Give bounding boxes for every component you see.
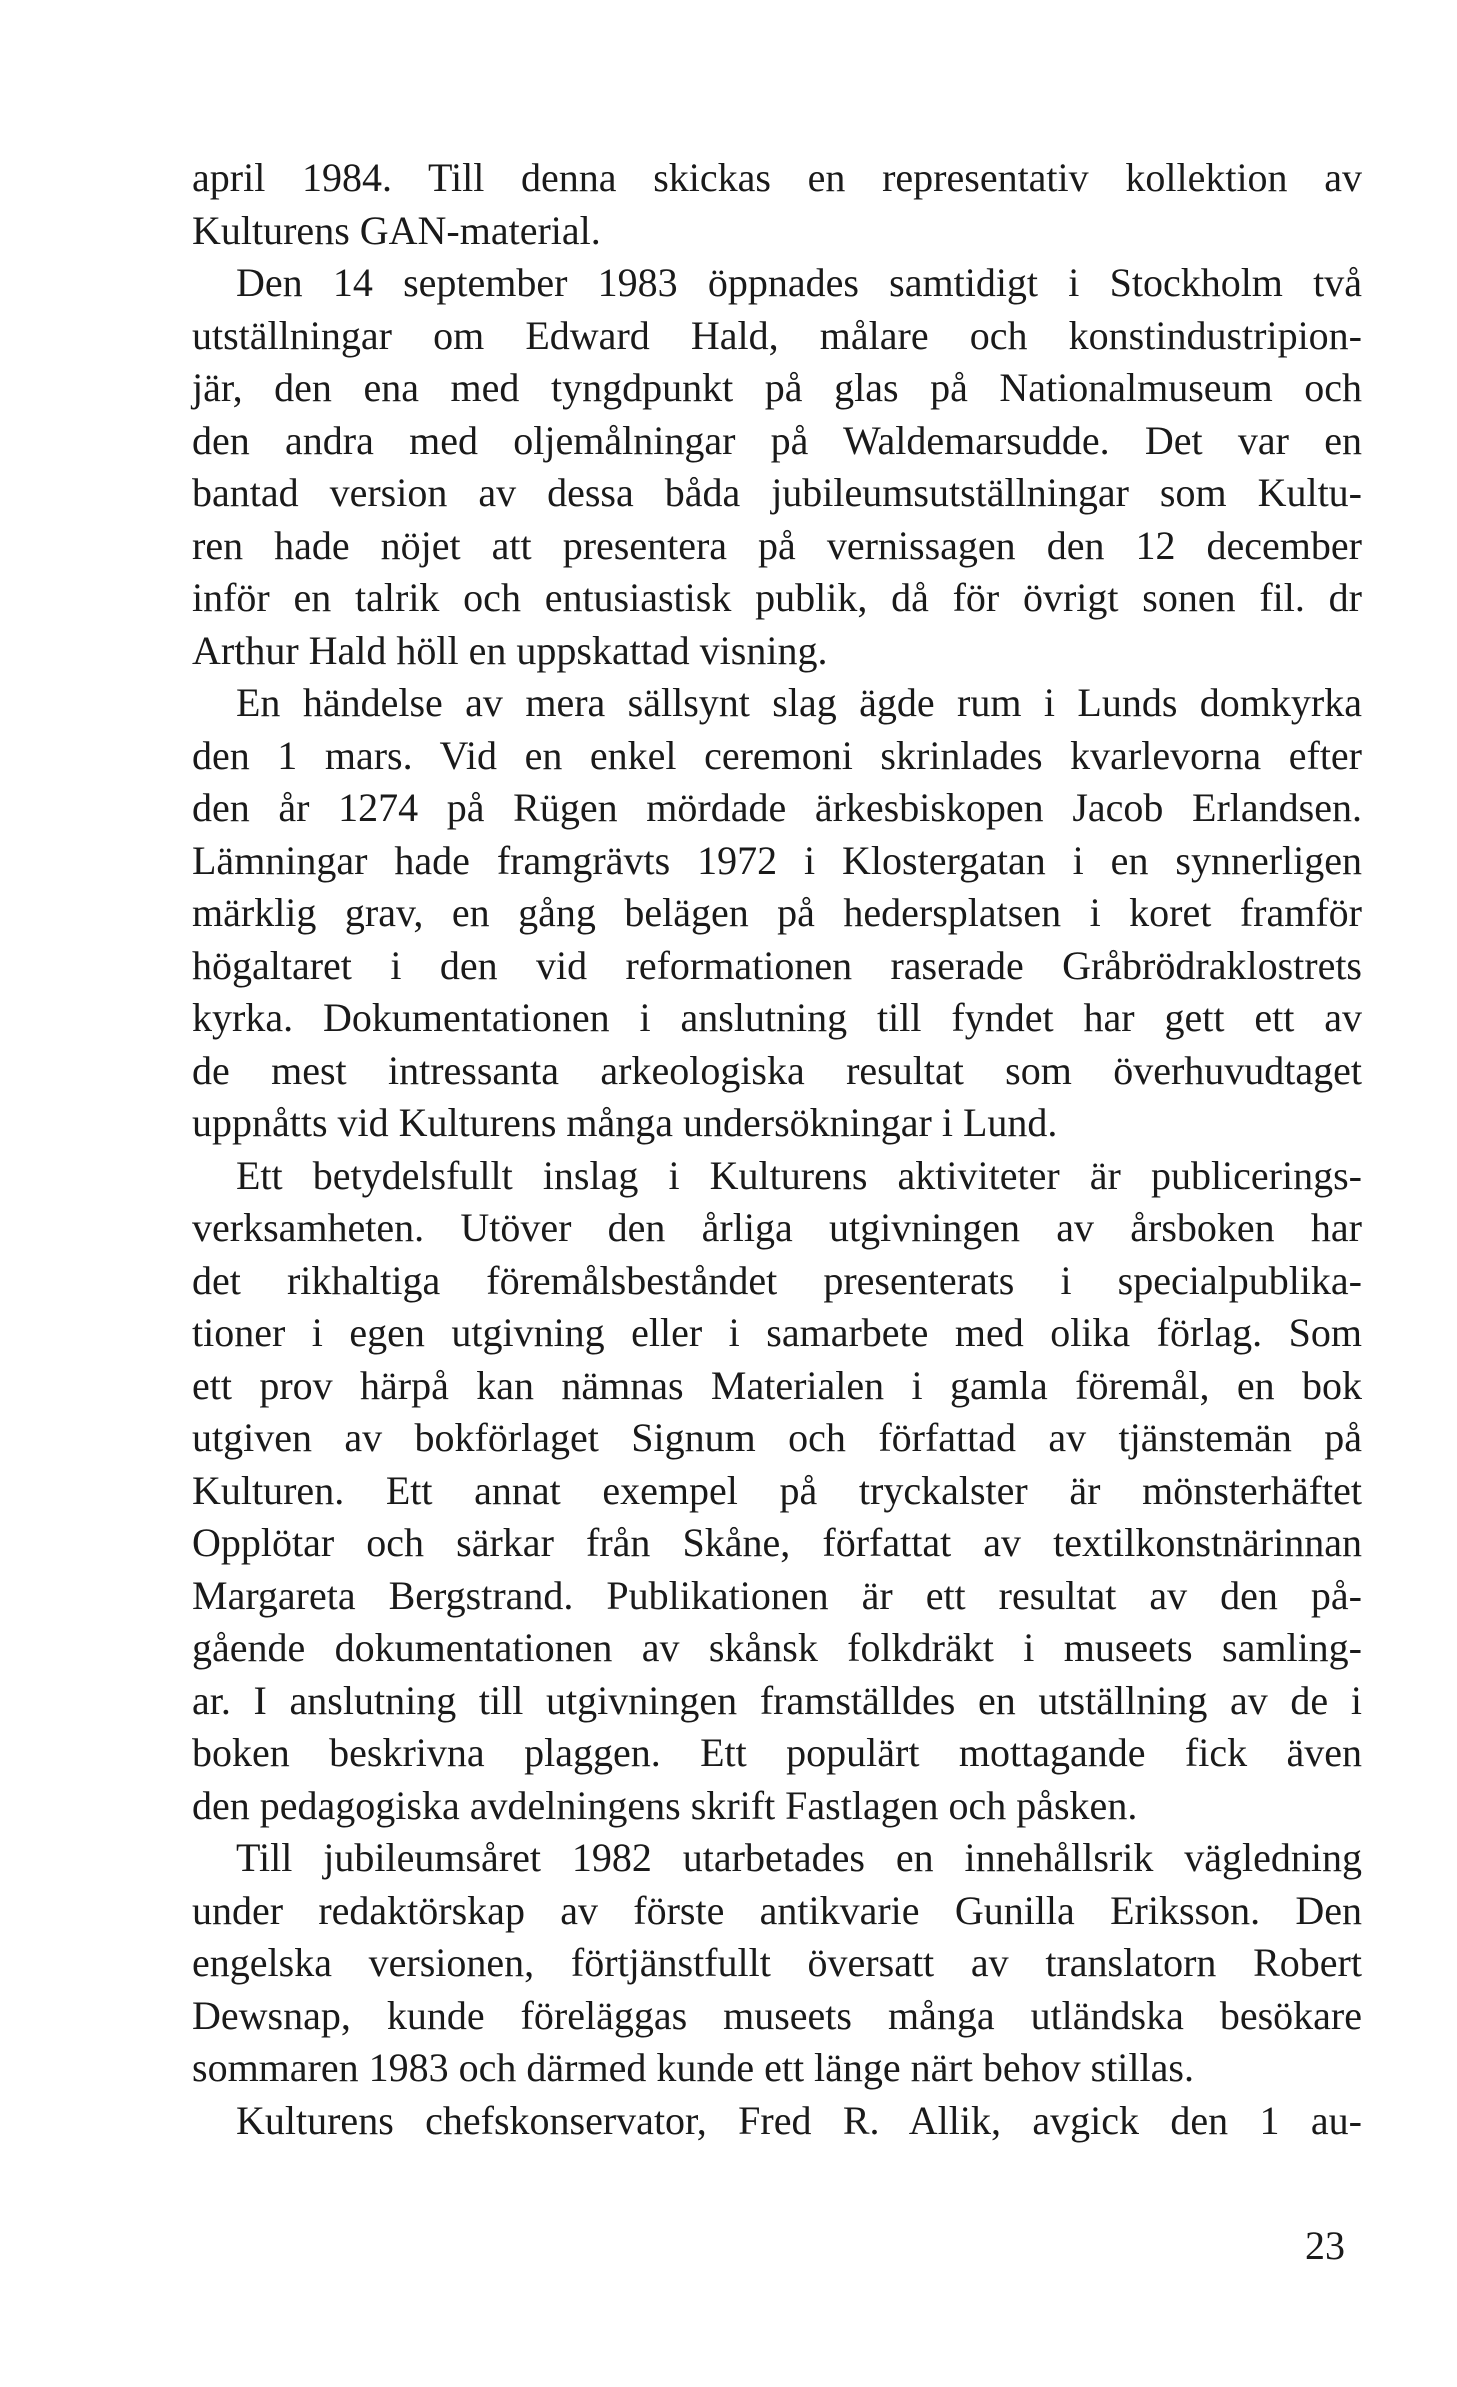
text-line: Till jubileumsåret 1982 utarbetades en innehållsrik vägledning [236,1835,1362,1880]
text-line: den pedagogiska avdelningens skrift Fastlagen och påsken. [192,1782,1138,1828]
paragraph [192,677,1362,1150]
text-line: Opplötar och särkar från Skåne, författat av textilkonstnärinnan [192,1520,1362,1565]
text-line: kyrka. Dokumentationen i anslutning till fyndet har gett ett av [192,995,1362,1040]
text-line: ett prov härpå kan nämnas Materialen i gamla föremål, en bok [192,1362,1362,1408]
text-line: Margareta Bergstrand. Publikationen är ett resultat av den på- [192,1572,1362,1618]
text-line: inför en talrik och entusiastisk publik, då för övrigt sonen fil. dr [192,575,1362,620]
paragraph [192,152,1362,257]
text-line: engelska versionen, förtjänstfullt översatt av translatorn Robert [192,1940,1362,1985]
text-line: Lämningar hade framgrävts 1972 i Klostergatan i en synnerligen [192,837,1362,883]
text-line: boken beskrivna plaggen. Ett populärt mottagande fick även [192,1730,1362,1775]
text-line: Kulturens GAN-material. [192,207,601,253]
text-line: Arthur Hald höll en uppskattad visning. [192,627,828,673]
text-line: jär, den ena med tyngdpunkt på glas på Nationalmuseum och [192,365,1362,410]
paragraph [192,2095,1362,2148]
text-line: utgiven av bokförlaget Signum och författad av tjänstemän på [192,1415,1362,1460]
text-line: märklig grav, en gång belägen på hedersplatsen i koret framför [192,890,1362,935]
text-line: verksamheten. Utöver den årliga utgivningen av årsboken har [192,1205,1362,1250]
text-line: bantad version av dessa båda jubileumsutställningar som Kultu- [192,470,1362,515]
text-line: det rikhaltiga föremålsbeståndet presenterats i specialpublika- [192,1257,1362,1303]
text-line: Kulturen. Ett annat exempel på tryckalster är mönsterhäftet [192,1467,1362,1513]
text-line: under redaktörskap av förste antikvarie Gunilla Eriksson. Den [192,1887,1362,1933]
paragraph [192,257,1362,677]
text-line: ren hade nöjet att presentera på vernissagen den 12 december [192,522,1362,568]
text-line: ar. I anslutning till utgivningen framställdes en utställning av de i [192,1677,1362,1723]
paragraph [192,1832,1362,2095]
body-text [192,152,1362,2147]
text-line: uppnåtts vid Kulturens många undersökningar i Lund. [192,1100,1058,1145]
text-line: april 1984. Till denna skickas en representativ kollektion av [192,155,1362,200]
text-line: utställningar om Edward Hald, målare och konstindustripion- [192,312,1362,358]
text-line: de mest intressanta arkeologiska resultat som överhuvudtaget [192,1047,1362,1093]
text-line: högaltaret i den vid reformationen raserade Gråbrödraklostrets [192,942,1362,988]
text-line: den andra med oljemålningar på Waldemarsudde. Det var en [192,417,1362,463]
paragraph [192,1150,1362,1833]
text-line: tioner i egen utgivning eller i samarbete med olika förlag. Som [192,1310,1362,1355]
text-line: Ett betydelsfullt inslag i Kulturens aktiviteter är publicerings- [236,1152,1362,1198]
text-line: En händelse av mera sällsynt slag ägde rum i Lunds domkyrka [236,680,1362,725]
page-number: 23 [1305,2223,1345,2268]
text-line: Den 14 september 1983 öppnades samtidigt i Stockholm två [236,260,1362,305]
text-line: Kulturens chefskonservator, Fred R. Allik, avgick den 1 au- [236,2097,1362,2143]
text-line: den år 1274 på Rügen mördade ärkesbiskopen Jacob Erlandsen. [192,785,1362,830]
text-line: Dewsnap, kunde föreläggas museets många utländska besökare [192,1992,1362,2038]
text-line: sommaren 1983 och därmed kunde ett länge närt behov stillas. [192,2045,1194,2090]
text-line: den 1 mars. Vid en enkel ceremoni skrinlades kvarlevorna efter [192,732,1362,778]
text-line: gående dokumentationen av skånsk folkdräkt i museets samling- [192,1625,1362,1670]
